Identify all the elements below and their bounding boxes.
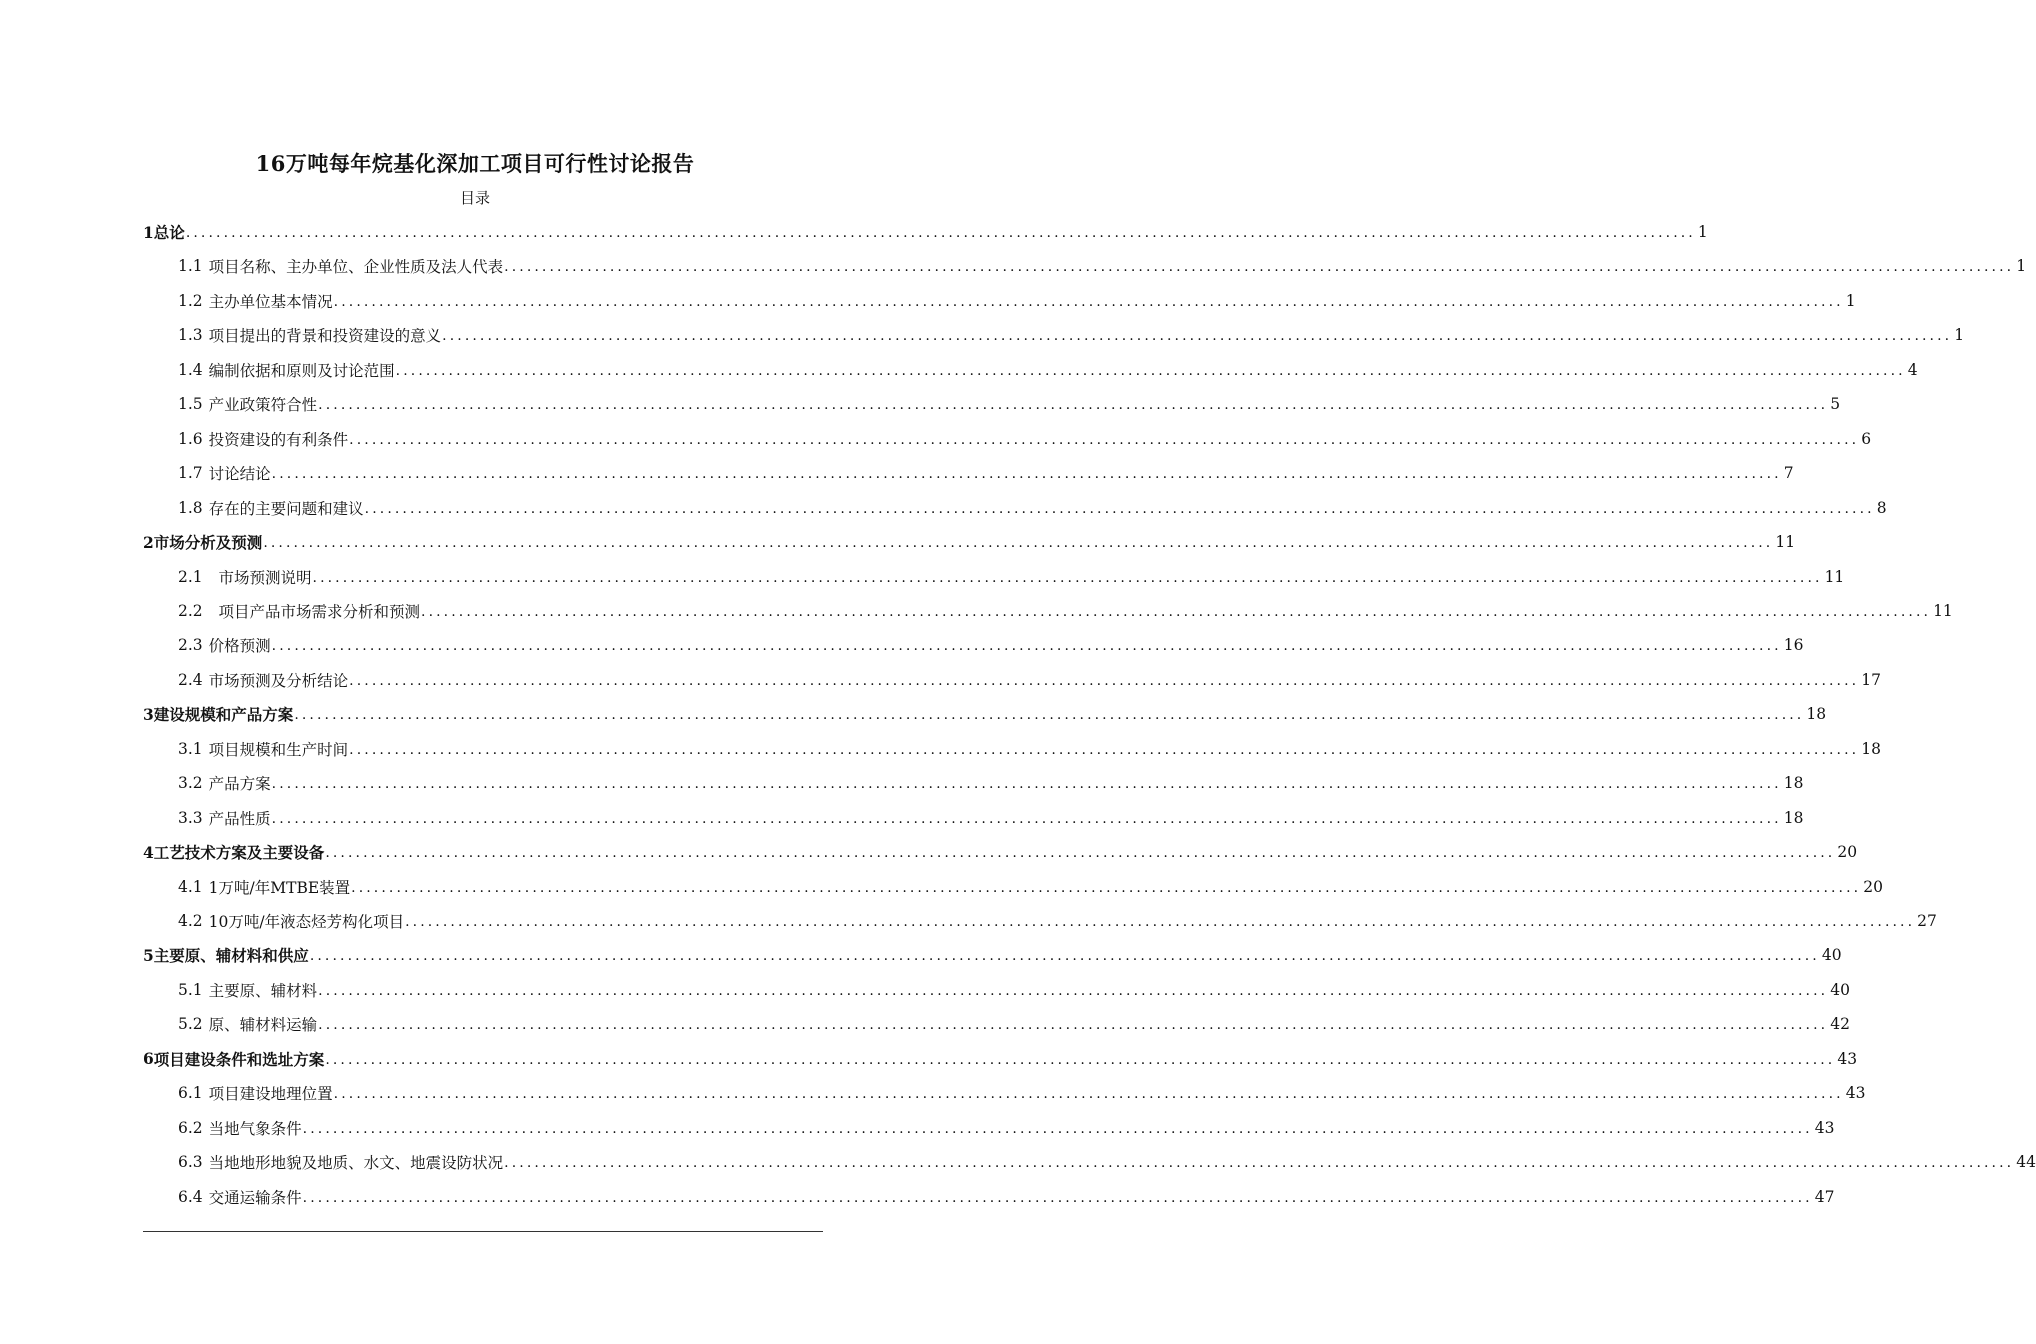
toc-leader-dots: ........................................................................................................................................................................................................	[504, 259, 2015, 276]
toc-section-entry[interactable]	[178, 1145, 2036, 1179]
toc-leader-dots: ........................................................................................................................................................................................................	[294, 707, 1805, 724]
toc-entry-title: 项目建设地理位置	[208, 1085, 333, 1104]
toc-page-number: 5	[1830, 395, 1841, 414]
toc-section-entry[interactable]	[178, 1180, 1835, 1214]
footer-rule	[143, 1231, 823, 1232]
toc-page-number: 43	[1837, 1049, 1858, 1068]
toc-section-entry[interactable]	[178, 387, 1841, 421]
toc-section-entry[interactable]	[178, 249, 2027, 283]
toc-entry-title: 1万吨/年MTBE装置	[208, 878, 351, 897]
toc-page-number: 6	[1861, 429, 1872, 448]
toc-section-entry[interactable]	[178, 801, 1804, 835]
toc-entry-title: 10万吨/年液态烃芳构化项目	[208, 913, 405, 931]
toc-leader-dots: ........................................................................................................................................................................................................	[185, 225, 1696, 241]
toc-entry-number: 6.1	[178, 1084, 203, 1103]
toc-entry-number: 4.1	[178, 877, 203, 896]
toc-leader-dots: ........................................................................................................................................................................................................	[263, 535, 1774, 552]
toc-page-number: 43	[1845, 1084, 1866, 1103]
toc-entry-title: 主办单位基本情况	[208, 292, 333, 311]
toc-page-number: 44	[2016, 1153, 2036, 1172]
toc-entry-number: 2	[143, 532, 154, 552]
toc-entry-number: 3	[143, 704, 154, 724]
toc-entry-title: 产品性质	[208, 809, 271, 828]
toc-page-number: 18	[1806, 705, 1827, 724]
toc-section-entry[interactable]	[178, 973, 1850, 1007]
toc-entry-number: 3.2	[178, 774, 203, 793]
toc-entry-title: 项目规模和生产时间	[208, 740, 349, 759]
toc-heading: 目录	[459, 189, 490, 207]
toc-section-entry[interactable]	[178, 456, 1794, 490]
toc-section-entry[interactable]	[178, 594, 1953, 628]
toc-entry-title: 项目提出的背景和投资建设的意义	[208, 327, 442, 346]
toc-entry-title: 工艺技术方案及主要设备	[153, 843, 325, 863]
toc-entry-number: 1.7	[178, 464, 203, 483]
toc-leader-dots: ........................................................................................................................................................................................................	[271, 466, 1782, 483]
toc-entry-number: 1.3	[178, 326, 203, 345]
toc-page-number: 42	[1830, 1015, 1850, 1034]
toc-page-number: 20	[1837, 843, 1858, 862]
toc-entry-number: 2.2	[178, 601, 203, 620]
toc-section-entry[interactable]	[178, 628, 1804, 662]
toc-entry-title: 项目建设条件和选址方案	[153, 1049, 325, 1069]
toc-section-entry[interactable]	[178, 353, 1918, 387]
toc-leader-dots: ........................................................................................................................................................................................................	[333, 293, 1844, 310]
toc-entry-title: 市场预测说明	[208, 568, 312, 587]
toc-leader-dots: ........................................................................................................................................................................................................	[395, 362, 1906, 379]
toc-leader-dots: ........................................................................................................................................................................................................	[318, 1017, 1829, 1034]
toc-entry-title: 主要原、辅材料和供应	[153, 946, 309, 966]
toc-chapter-entry[interactable]	[143, 1042, 1858, 1076]
toc-entry-number: 6.4	[178, 1187, 203, 1206]
toc-entry-number: 1.5	[178, 395, 203, 414]
toc-section-entry[interactable]	[178, 422, 1872, 456]
toc-entry-title: 当地气象条件	[208, 1119, 302, 1138]
toc-leader-dots: ........................................................................................................................................................................................................	[318, 982, 1829, 999]
toc-page-number: 4	[1907, 360, 1918, 379]
toc-entry-number: 5	[143, 945, 154, 965]
toc-page-number: 1	[1697, 223, 1708, 241]
toc-entry-title: 产品方案	[208, 775, 271, 794]
toc-page-number: 11	[1933, 601, 1953, 620]
toc-page-number: 47	[1814, 1187, 1835, 1206]
toc-entry-number: 2.3	[178, 636, 203, 655]
toc-entry-title: 编制依据和原则及讨论范围	[208, 361, 395, 380]
toc-entry-title: 建设规模和产品方案	[153, 705, 294, 725]
toc-leader-dots: ........................................................................................................................................................................................................	[318, 397, 1829, 414]
toc-page-number: 11	[1775, 533, 1796, 552]
toc-section-entry[interactable]	[178, 1076, 1866, 1110]
document-title: 16万吨每年烷基化深加工项目可行性讨论报告	[255, 151, 695, 176]
toc-section-entry[interactable]	[178, 904, 1937, 938]
toc-page-number: 1	[2016, 257, 2027, 276]
toc-chapter-entry[interactable]	[143, 835, 1858, 869]
toc-chapter-entry[interactable]	[143, 215, 1708, 249]
toc-entry-number: 1.6	[178, 429, 203, 448]
toc-section-entry[interactable]	[178, 663, 1881, 697]
toc-page-number: 43	[1814, 1118, 1835, 1137]
toc-entry-title: 讨论结论	[208, 465, 271, 484]
toc-section-entry[interactable]	[178, 318, 1965, 352]
toc-page-number: 27	[1917, 912, 1937, 930]
toc-entry-title: 存在的主要问题和建议	[208, 499, 364, 518]
toc-chapter-entry[interactable]	[143, 938, 1842, 972]
toc-leader-dots: ........................................................................................................................................................................................................	[302, 1120, 1813, 1137]
toc-chapter-entry[interactable]	[143, 525, 1796, 559]
toc-entry-number: 6.3	[178, 1153, 203, 1172]
toc-page-number: 1	[1954, 326, 1965, 345]
toc-leader-dots: ........................................................................................................................................................................................................	[312, 569, 1823, 586]
toc-leader-dots: ........................................................................................................................................................................................................	[349, 672, 1860, 689]
toc-entry-number: 1.2	[178, 291, 203, 310]
toc-entry-title: 项目名称、主办单位、企业性质及法人代表	[208, 258, 504, 277]
toc-leader-dots: ........................................................................................................................................................................................................	[349, 741, 1860, 758]
toc-leader-dots: ........................................................................................................................................................................................................	[364, 500, 1875, 517]
toc-entry-title: 市场分析及预测	[153, 533, 263, 553]
toc-entry-title: 交通运输条件	[208, 1188, 302, 1207]
toc-entry-title: 总论	[153, 223, 185, 242]
toc-section-entry[interactable]	[178, 870, 1883, 904]
toc-leader-dots: ........................................................................................................................................................................................................	[325, 1051, 1836, 1068]
toc-leader-dots: ........................................................................................................................................................................................................	[271, 810, 1782, 827]
toc-entry-title: 当地地形地貌及地质、水文、地震设防状况	[208, 1154, 504, 1173]
toc-entry-title: 价格预测	[208, 637, 271, 656]
toc-section-entry[interactable]	[178, 1111, 1835, 1145]
toc-leader-dots: ........................................................................................................................................................................................................	[302, 1189, 1813, 1206]
toc-entry-number: 2.1	[178, 567, 203, 586]
toc-page-number: 18	[1783, 774, 1804, 793]
toc-entry-title: 主要原、辅材料	[208, 981, 318, 1000]
toc-page-number: 11	[1824, 567, 1845, 586]
toc-entry-number: 4	[143, 842, 154, 862]
toc-page-number: 17	[1861, 670, 1881, 689]
toc-leader-dots: ........................................................................................................................................................................................................	[351, 879, 1862, 896]
toc-entry-title: 项目产品市场需求分析和预测	[208, 602, 421, 621]
toc-entry-number: 5.1	[178, 980, 203, 999]
toc-entry-number: 5.2	[178, 1015, 203, 1034]
toc-page-number: 16	[1783, 636, 1804, 655]
toc-entry-title: 市场预测及分析结论	[208, 671, 349, 690]
toc-entry-number: 6.2	[178, 1118, 203, 1137]
toc-entry-number: 1.4	[178, 360, 203, 379]
toc-entry-number: 6	[143, 1049, 154, 1069]
toc-page-number: 7	[1783, 464, 1794, 483]
toc-entry-number: 3.3	[178, 808, 203, 827]
toc-leader-dots: ........................................................................................................................................................................................................	[271, 638, 1782, 655]
toc-page-number: 40	[1821, 946, 1842, 965]
toc-entry-title: 原、辅材料运输	[208, 1016, 318, 1035]
toc-entry-title: 投资建设的有利条件	[208, 430, 349, 449]
toc-section-entry[interactable]	[178, 284, 1856, 318]
toc-section-entry[interactable]	[178, 766, 1804, 800]
toc-entry-number: 1.8	[178, 498, 203, 517]
toc-entry-number: 1	[143, 222, 154, 242]
toc-leader-dots: ........................................................................................................................................................................................................	[421, 603, 1932, 620]
toc-leader-dots: ........................................................................................................................................................................................................	[271, 776, 1782, 793]
toc-page-number: 18	[1783, 808, 1804, 827]
toc-page-number: 20	[1863, 877, 1883, 896]
toc-page-number: 1	[1845, 291, 1856, 310]
toc-section-entry[interactable]	[178, 1007, 1850, 1041]
toc-leader-dots: ........................................................................................................................................................................................................	[405, 914, 1916, 930]
toc-leader-dots: ........................................................................................................................................................................................................	[325, 845, 1836, 862]
toc-page-number: 8	[1876, 498, 1887, 517]
toc-entry-number: 2.4	[178, 670, 203, 689]
toc-leader-dots: ........................................................................................................................................................................................................	[504, 1155, 2015, 1172]
toc-page-number: 18	[1861, 739, 1881, 758]
toc-leader-dots: ........................................................................................................................................................................................................	[349, 431, 1860, 448]
toc-leader-dots: ........................................................................................................................................................................................................	[309, 948, 1820, 965]
toc-section-entry[interactable]	[178, 732, 1881, 766]
toc-leader-dots: ........................................................................................................................................................................................................	[333, 1086, 1844, 1103]
toc-section-entry[interactable]	[178, 560, 1845, 594]
toc-chapter-entry[interactable]	[143, 697, 1827, 731]
toc-entry-number: 4.2	[178, 912, 203, 930]
toc-leader-dots: ........................................................................................................................................................................................................	[442, 328, 1953, 345]
toc-page-number: 40	[1830, 980, 1850, 999]
toc-entry-title: 产业政策符合性	[208, 396, 318, 415]
toc-entry-number: 3.1	[178, 739, 203, 758]
toc-section-entry[interactable]	[178, 491, 1887, 525]
toc-entry-number: 1.1	[178, 257, 203, 276]
